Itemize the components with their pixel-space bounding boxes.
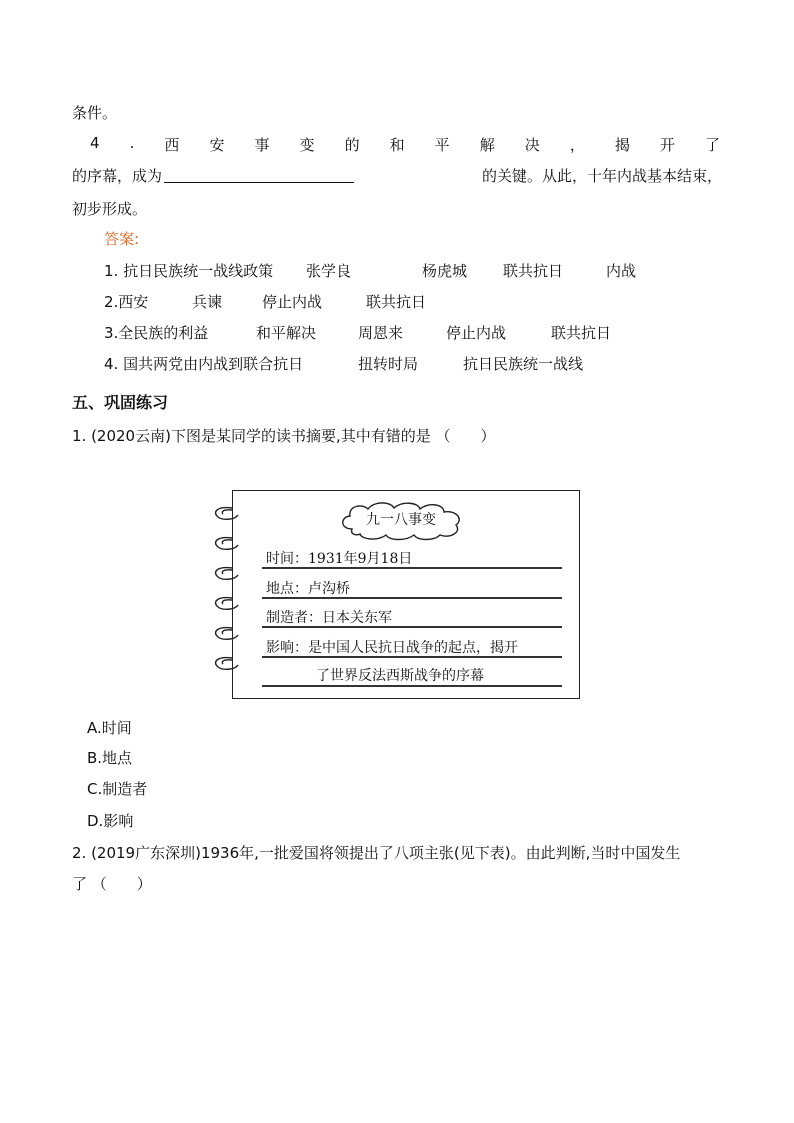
note-maker: 制造者：日本关东军 (266, 610, 392, 626)
answer-item: 联共抗日 (366, 293, 427, 311)
intro-line: 条件。 (72, 104, 118, 122)
note-rule (262, 567, 562, 569)
answer-item: 停止内战 (262, 293, 323, 311)
question-4-line2 (72, 165, 722, 186)
note-time: 时间：1931年9月18日 (266, 551, 413, 567)
question-4-char: . (129, 134, 135, 152)
answer-item: 抗日民族统一战线 (463, 355, 584, 373)
answer-item: 联共抗日 (551, 324, 612, 342)
answer-item: 扭转时局 (358, 355, 419, 373)
option-a: A.时间 (87, 719, 132, 737)
question-4-char: 的 (344, 136, 360, 154)
note-rule (262, 656, 562, 658)
question-4-char: 决 (524, 136, 540, 154)
question-1-stem: 1. (2020云南)下图是某同学的读书摘要,其中有错的是 （ ） (72, 427, 496, 445)
question-4-char: 事 (254, 136, 270, 154)
question-4-line3: 初步形成。 (72, 200, 148, 218)
question-4-char: 解 (479, 136, 495, 154)
question-4-char: 揭 (614, 136, 630, 154)
answer-item: 兵谏 (192, 293, 223, 311)
answer-item: 联共抗日 (503, 262, 564, 280)
question-4-line1 (90, 134, 720, 155)
note-impact-line1: 影响：是中国人民抗日战争的起点，揭开 (266, 640, 518, 656)
fill-blank (164, 168, 354, 183)
answer-item: 4. 国共两党由内战到联合抗日 (104, 355, 304, 373)
note-rule (262, 597, 562, 599)
answer-item: 内战 (606, 262, 637, 280)
question-4-text-pre: 的序幕，成为 (72, 167, 163, 185)
question-4-char: ， (569, 136, 585, 154)
notebook-spiral-icon (205, 500, 245, 690)
answer-item: 2.西安 (104, 293, 149, 311)
question-4-char: 平 (434, 136, 450, 154)
note-place: 地点：卢沟桥 (266, 581, 350, 597)
section-title: 五、巩固练习 (72, 393, 169, 412)
note-rule (262, 626, 562, 628)
answer-item: 停止内战 (446, 324, 507, 342)
answer-item: 张学良 (306, 262, 352, 280)
question-2-line1: 2. (2019广东深圳)1936年,一批爱国将领提出了八项主张(见下表)。由此判断,当时中国发生 (72, 844, 681, 862)
question-4-char: 4 (90, 134, 100, 152)
answer-item: 和平解决 (256, 324, 317, 342)
option-c: C.制造者 (87, 780, 148, 798)
question-4-char: 了 (704, 136, 720, 154)
question-4-text-post: 的关键。从此，十年内战基本结束， (481, 167, 722, 185)
question-2-line2: 了 （ ） (72, 875, 152, 893)
answer-item: 周恩来 (358, 324, 404, 342)
answer-item: 3.全民族的利益 (104, 324, 209, 342)
answer-label: 答案: (104, 230, 140, 248)
question-4-char: 西 (164, 136, 180, 154)
answer-item: 1. 抗日民族统一战线政策 (104, 262, 274, 280)
question-4-char: 安 (209, 136, 225, 154)
answer-item: 杨虎城 (422, 262, 468, 280)
question-4-char: 开 (659, 136, 675, 154)
question-4-char: 和 (389, 136, 405, 154)
option-b: B.地点 (87, 749, 133, 767)
note-impact-line2: 了世界反法西斯战争的序幕 (316, 668, 484, 684)
option-d: D.影响 (87, 812, 134, 830)
note-rule (262, 685, 562, 687)
question-4-char: 变 (299, 136, 315, 154)
note-title: 九一八事变 (366, 512, 436, 528)
